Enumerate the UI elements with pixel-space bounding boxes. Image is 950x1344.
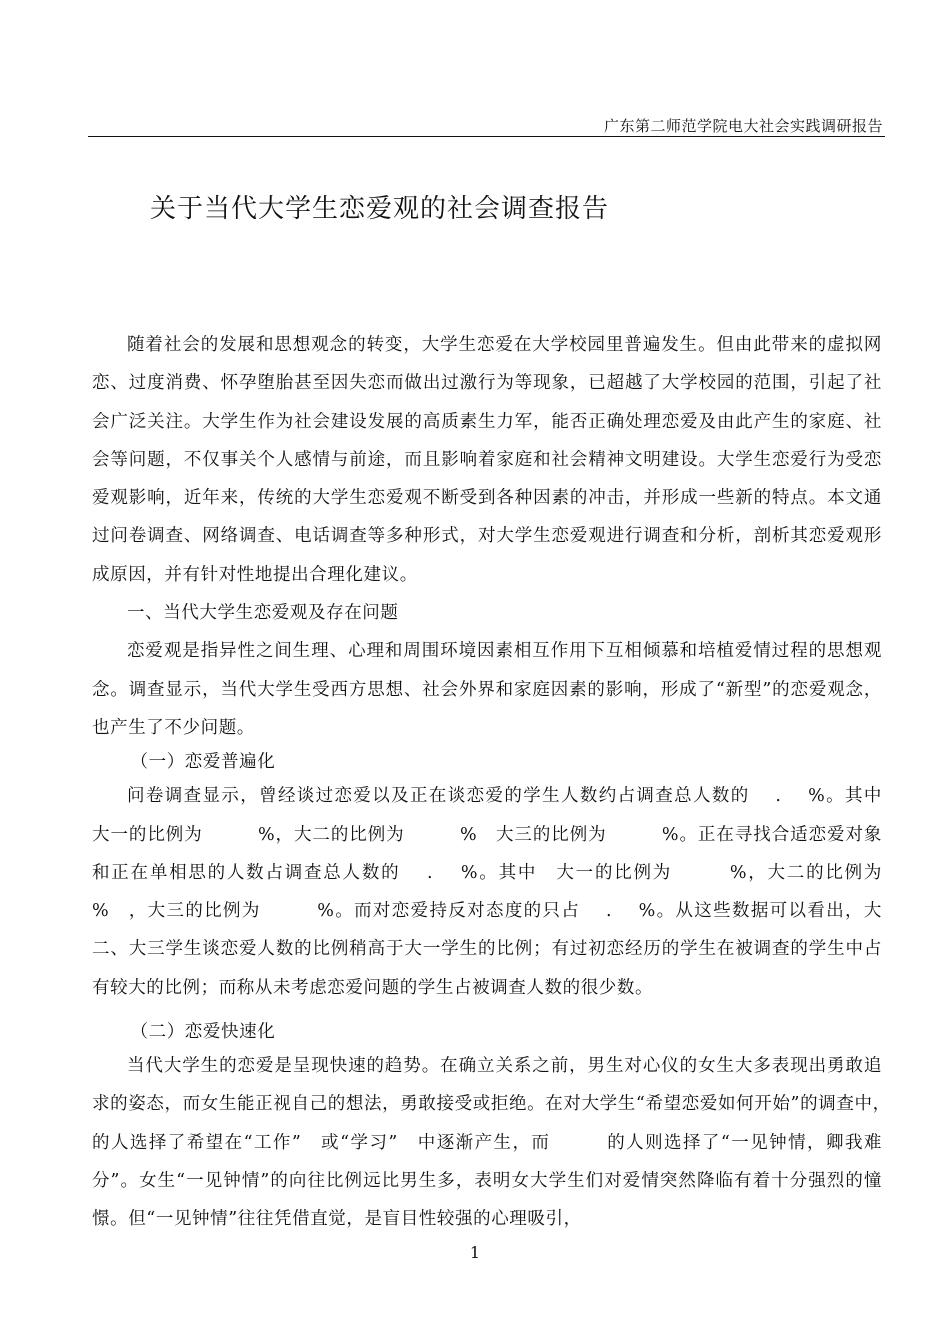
subsection-2-paragraph: 当代大学生的恋爱是呈现快速的趋势。在确立关系之前，男生对心仪的女生大多表现出勇敢追求的姿态，而女生能正视自己的想法，勇敢接受或拒绝。在对大学生“希望恋爱如何开始”的调查中， 的人选择了希望在“工作” 或“学习” 中逐渐产生，而 的人则选择了“一见钟情，卿我难分”。女生“一见钟情”的向往比例远比男生多，表明女大学生们对爱情突然降临有着十分强烈的憧憬。但“一见钟情”往往凭借直觉，是盲目性较强的心理吸引， [92, 1056, 937, 1230]
section-1-paragraph: 恋爱观是指异性之间生理、心理和周围环境因素相互作用下互相倾慕和培植爱情过程的思想观念。调查显示，当代大学生受西方思想、社会外界和家庭因素的影响，形成了“新型”的恋爱观念，也产生了不少问题。 [92, 641, 882, 738]
subsection-1-heading: （一）恋爱普遍化 [130, 752, 276, 773]
document-body [92, 326, 937, 1239]
section-1-heading: 一、当代大学生恋爱观及存在问题 [127, 603, 399, 624]
subsection-2-heading: （二）恋爱快速化 [130, 1022, 276, 1043]
header-text: 广东第二师范学院电大社会实践调研报告 [603, 117, 883, 135]
page-header [88, 112, 885, 137]
document-title: 关于当代大学生恋爱观的社会调查报告 [150, 194, 610, 224]
page-number: 1 [469, 1243, 481, 1262]
paragraph-gap [92, 1007, 882, 1017]
intro-paragraph: 随着社会的发展和思想观念的转变，大学生恋爱在大学校园里普遍发生。但由此带来的虚拟网恋、过度消费、怀孕堕胎甚至因失恋而做出过激行为等现象，已超越了大学校园的范围，引起了社会广泛关注。大学生作为社会建设发展的高质素生力军，能否正确处理恋爱及由此产生的家庭、社会等问题，不仅事关个人感情与前途，而且影响着家庭和社会精神文明建设。大学生恋爱行为受恋爱观影响，近年来，传统的大学生恋爱观不断受到各种因素的冲击，并形成一些新的特点。本文通过问卷调查、网络调查、电话调查等多种形式，对大学生恋爱观进行调查和分析，剖析其恋爱观形成原因，并有针对性地提出合理化建议。 [92, 335, 882, 585]
subsection-1-paragraph: 问卷调查显示，曾经谈过恋爱以及正在谈恋爱的学生人数约占调查总人数的 . %。其中 大一的比例为 %，大二的比例为 % 大三的比例为 %。正在寻找合适恋爱对象和正在单相思的人数占调查总人数的 . %。其中 大一的比例为 %，大二的比例为 % ，大三的比例为 %。而对恋爱持反对态度的只占 . %。从这些数据可以看出，大二、大三学生谈恋爱人数的比例稍高于大一学生的比例；有过初恋经历的学生在被调查的学生中占有较大的比例；而称从未考虑恋爱问题的学生占被调查人数的很少数。 [92, 786, 937, 998]
